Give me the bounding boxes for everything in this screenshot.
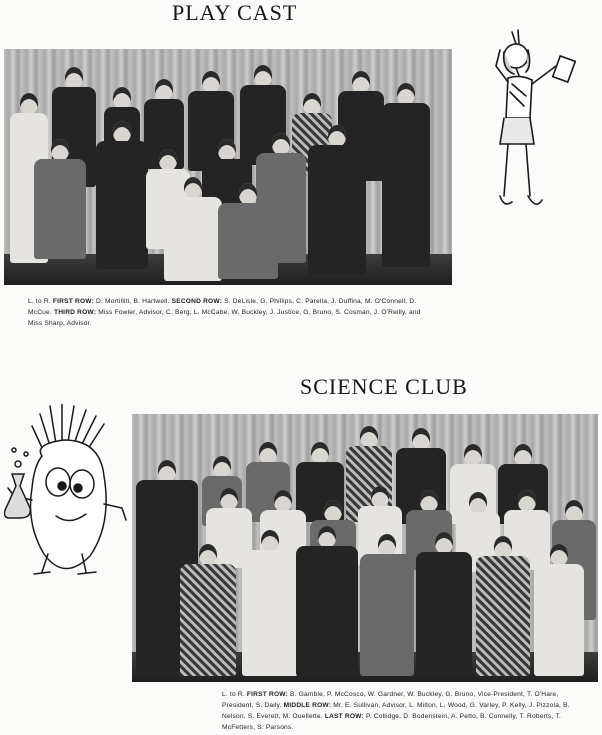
science-monster-drawing (4, 404, 130, 580)
row-names: Miss Fowler, Advisor, C. Berg, L. McCabe, W. Buckley, J. Justice, G. Bruno, S. Cosman, J. O'Reilly, and Miss Sharp, Advisor. (28, 309, 421, 327)
cast-member (218, 183, 278, 279)
science-club-photo (132, 414, 598, 682)
row-label: FIRST ROW: (246, 691, 288, 698)
cast-member (34, 139, 86, 259)
row-names: S. DeLisle, G. Phillips, C. Parella, J. Duffina, M. O'Connell, D. McCue. (28, 298, 417, 316)
row-names: B. Gamble, P. McCosco, W. Gardner, W. Buckley, G. Bruno, Vice-President, T. O'Hare, President, S. Daily. (222, 691, 559, 709)
club-member (296, 526, 358, 676)
row-names: D. Mortilliti, B. Hartwell. (96, 298, 170, 305)
club-member (242, 530, 298, 676)
row-label: LAST ROW: (324, 713, 364, 720)
club-member (534, 544, 584, 676)
club-member (180, 544, 236, 676)
play-cast-photo (4, 49, 452, 285)
caption-lead: L. to R. (222, 691, 245, 698)
science-club-caption (222, 689, 588, 733)
cast-member (164, 177, 222, 281)
row-names: Mr. E. Sullivan, Advisor, L. Milton, L. Wood, G. Varley, P. Kelly, J. Pizzola, B. Nelson, S. Everett, M. Ouellette. (222, 702, 570, 720)
club-member (416, 532, 472, 676)
club-member (360, 534, 414, 676)
cheerleader-drawing (486, 26, 576, 222)
row-label: FIRST ROW: (52, 298, 94, 305)
cast-member (382, 83, 430, 267)
row-label: SECOND ROW: (171, 298, 223, 305)
row-names: P. Collidge, D. Bodenstein, A. Petto, B. Connelly, T. Roberts, T. McFetters, S. Parsons. (222, 713, 561, 731)
science-club-title: SCIENCE CLUB (300, 374, 468, 399)
cast-member (96, 121, 148, 269)
cast-member (308, 125, 366, 275)
caption-lead: L. to R. (28, 298, 51, 305)
play-cast-caption (28, 296, 428, 329)
club-member (476, 536, 530, 676)
row-label: MIDDLE ROW: (283, 702, 332, 709)
play-cast-title: PLAY CAST (172, 0, 298, 25)
row-label: THIRD ROW: (53, 309, 97, 316)
